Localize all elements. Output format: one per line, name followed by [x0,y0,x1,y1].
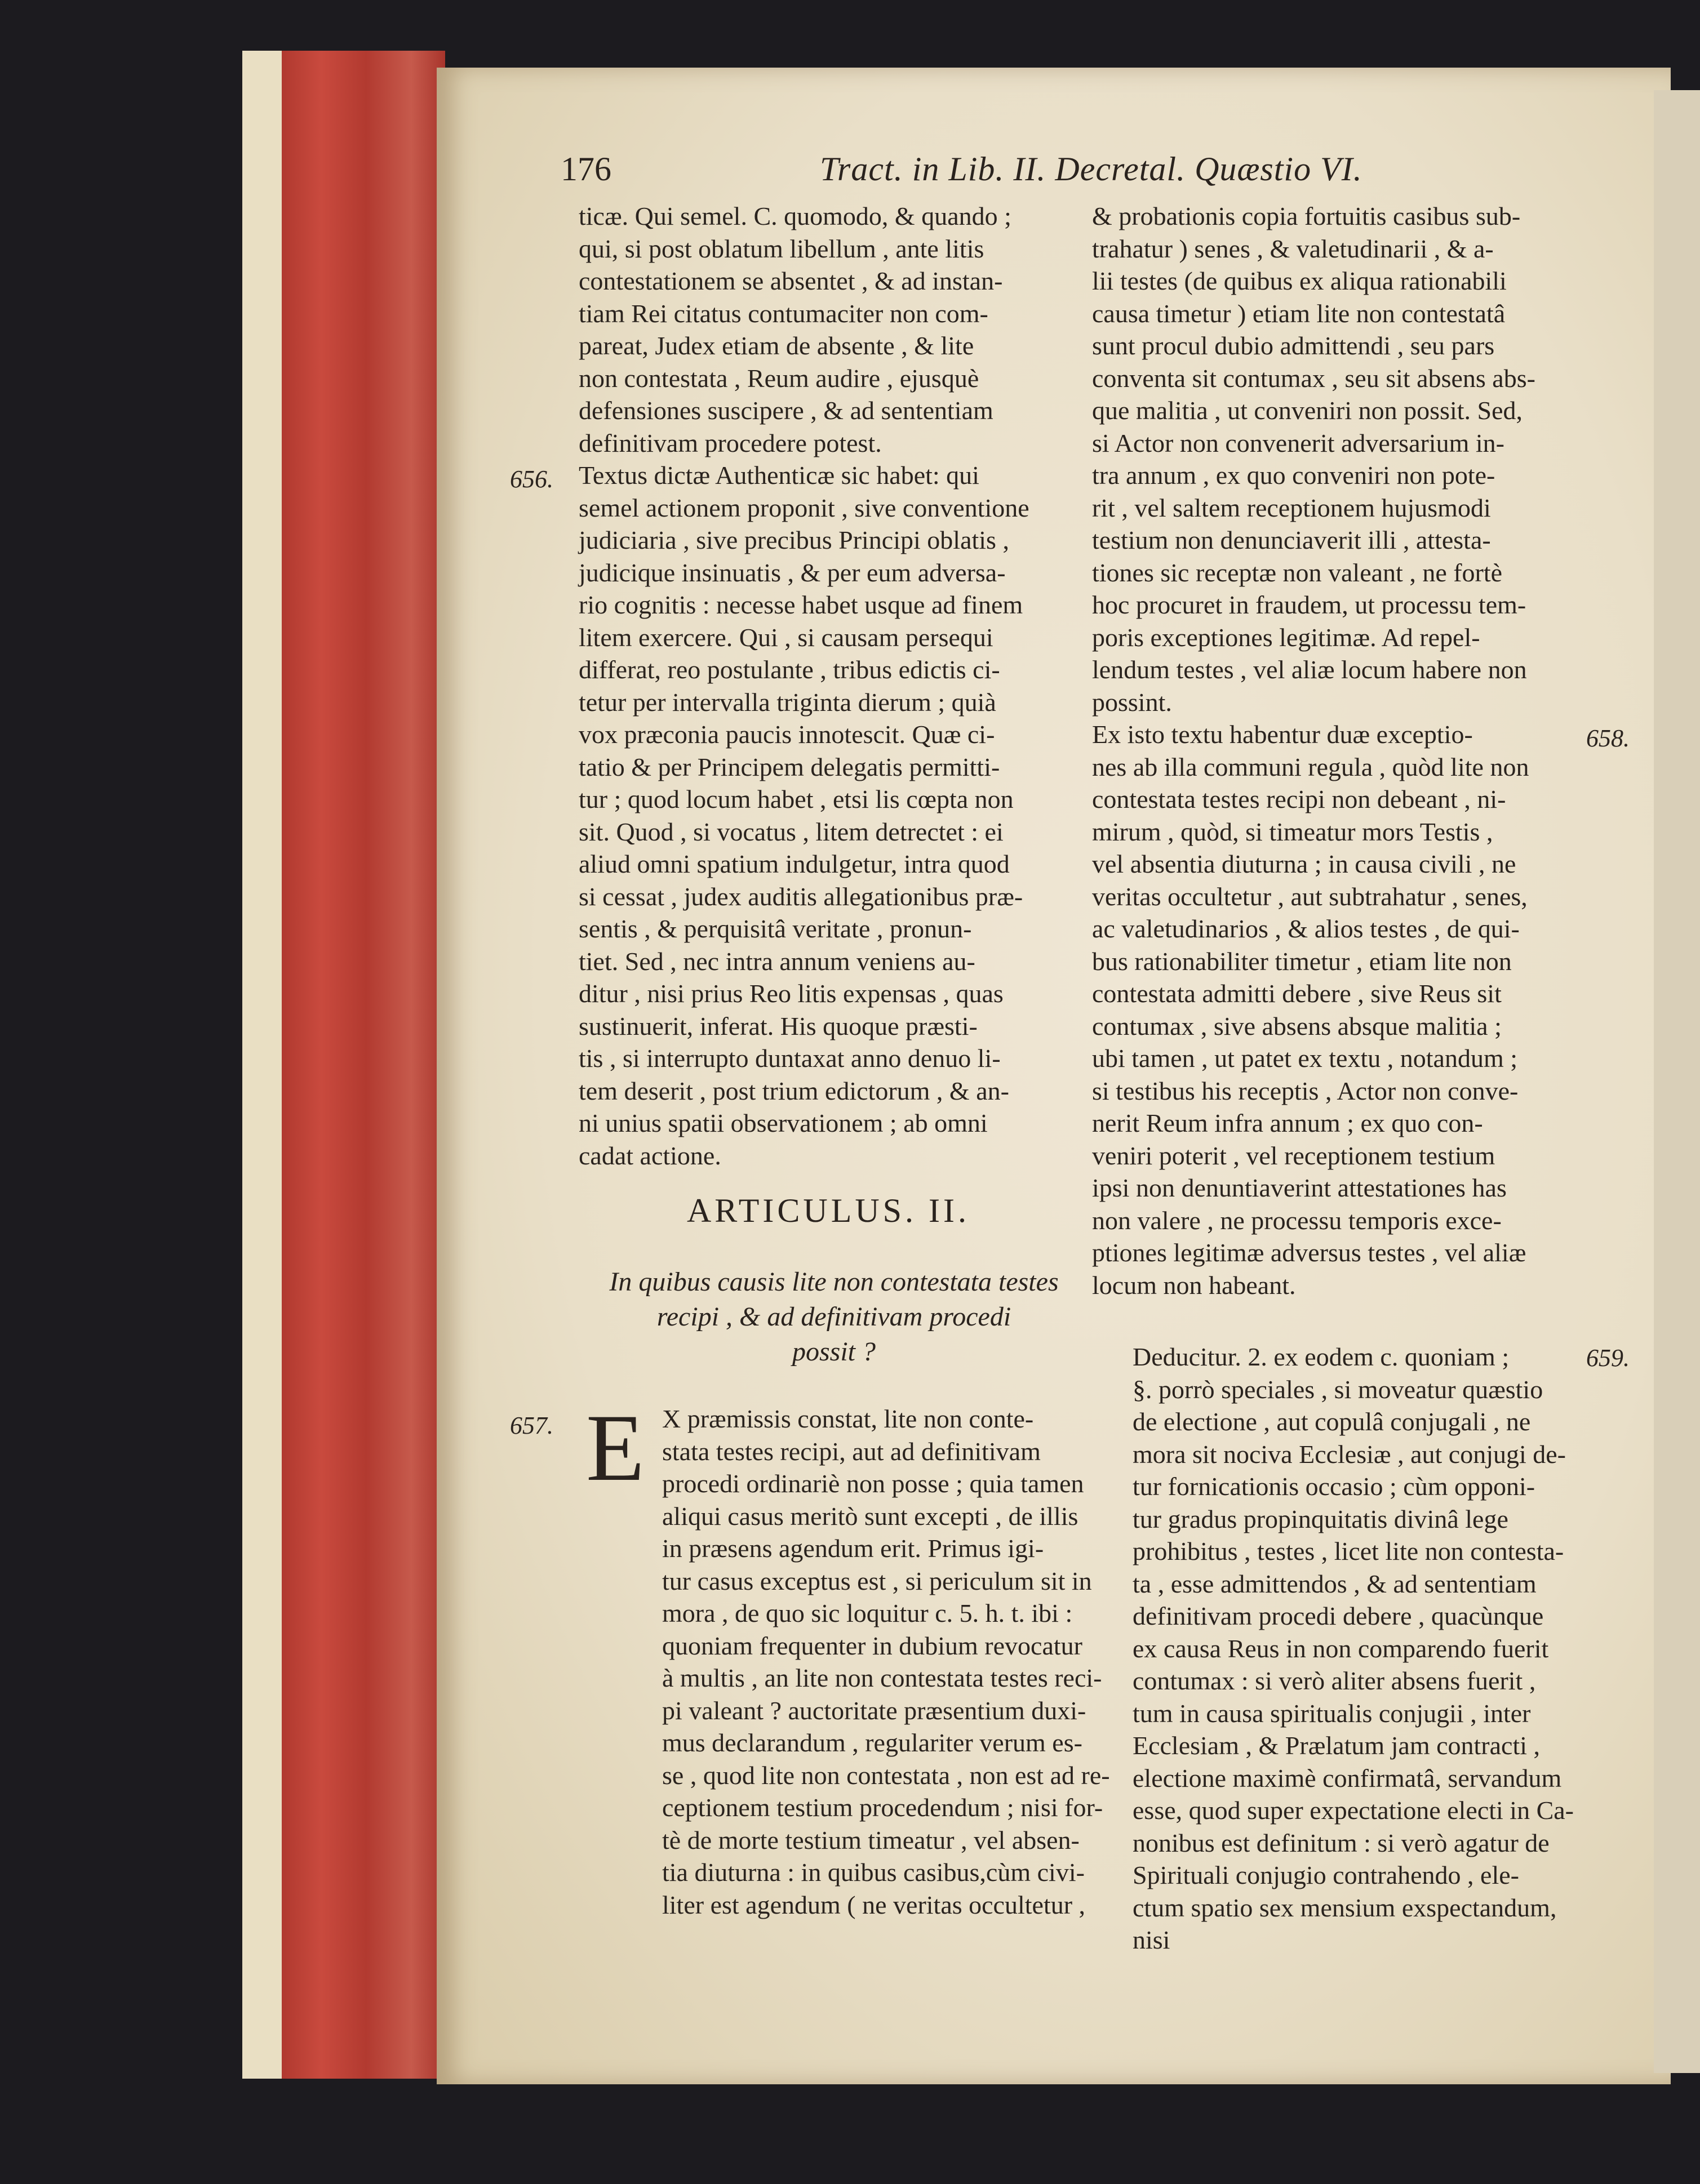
text-line: rio cognitis : necesse habet usque ad finem [579,590,1023,619]
text-line: tetur per intervalla triginta dierum ; quià [579,687,996,717]
text-line: nes ab illa communi regula , quòd lite non [1092,752,1529,781]
page-number: 176 [561,150,611,188]
text-line: trahatur ) senes , & valetudinarii , & a- [1092,234,1494,263]
left-column [579,200,1075,1172]
text-line: Textus dictæ Authenticæ sic habet: qui [579,461,979,490]
text-line: ptiones legitimæ adversus testes , vel aliæ [1092,1238,1526,1267]
text-line: cadat actione. [579,1141,721,1170]
text-line: tiet. Sed , nec intra annum veniens au- [579,946,975,976]
text-line: si testibus his receptis , Actor non conve- [1092,1076,1519,1105]
text-line: Deducitur. 2. ex eodem c. quoniam ; [1133,1342,1510,1371]
text-line: lendum testes , vel aliæ locum habere non [1092,655,1527,684]
text-line: causa timetur ) etiam lite non contestatâ [1092,299,1506,328]
text-line: possint. [1092,687,1172,717]
text-line: mus declarandum , regulariter verum es- [662,1728,1082,1757]
text-line: litem exercere. Qui , si causam persequi [579,622,993,652]
text-line: contestata testes recipi non debeant , ni- [1092,785,1506,813]
lower-left-text [662,1403,1110,1921]
text-line: nonibus est definitum : si verò agatur de [1133,1828,1550,1857]
text-line: sit. Quod , si vocatus , litem detrectet : ei [579,817,1004,846]
text-line: judiciaria , sive precibus Principi oblatis , [579,526,1009,554]
text-line: ctum spatio sex mensium exspectandum, [1133,1893,1557,1922]
text-line: ceptionem testium procedendum ; nisi for- [662,1793,1103,1822]
text-line: Spirituali conjugio contrahendo , ele- [1133,1861,1519,1889]
text-line: qui, si post oblatum libellum , ante litis [579,234,984,263]
text-line: quoniam frequenter in dubium revocatur [662,1631,1082,1660]
text-line: tatio & per Principem delegatis permitti- [579,752,1000,781]
text-line: ipsi non denuntiaverint attestationes has [1092,1173,1507,1202]
text-line: lii testes (de quibus ex aliqua rationabili [1092,266,1507,295]
text-line: si cessat , judex auditis allegationibus præ- [579,882,1023,911]
text-line: stata testes recipi, aut ad definitivam [662,1436,1041,1466]
text-line: à multis , an lite non contestata testes reci- [662,1663,1102,1692]
text-line: hoc procuret in fraudem, ut processu tem- [1092,590,1526,619]
text-line: ni unius spatii observationem ; ab omni [579,1109,988,1137]
text-line: sustinuerit, inferat. His quoque præsti- [579,1011,978,1040]
text-line: judicique insinuatis , & per eum adversa- [579,558,1006,587]
subtitle-line: recipi , & ad definitivam procedi [656,1302,1011,1332]
article-subtitle [592,1265,1076,1369]
text-line: de electione , aut copulâ conjugali , ne [1133,1407,1531,1436]
margin-number: 657. [510,1412,553,1439]
lower-right-text [1133,1341,1574,1956]
text-line: tur ; quod locum habet , etsi lis cœpta non [579,785,1014,813]
text-line: definitivam procedi debere , quacùnque [1133,1602,1544,1630]
text-line: tem deserit , post trium edictorum , & an- [579,1076,1009,1105]
text-line: si Actor non convenerit adversarium in- [1092,428,1504,457]
text-line: que malitia , ut conveniri non possit. Sed, [1092,396,1523,425]
subtitle-line: In quibus causis lite non contestata testes [609,1267,1059,1297]
text-line: definitivam procedere potest. [579,428,882,457]
text-line: contumax , sive absens absque malitia ; [1092,1011,1502,1040]
text-line: tur fornicationis occasio ; cùm opponi- [1133,1472,1535,1501]
text-line: & probationis copia fortuitis casibus sub- [1092,202,1521,230]
text-line: electione maximè confirmatâ, servandum [1133,1763,1562,1792]
text-line: tè de morte testium timeatur , vel absen- [662,1825,1080,1854]
text-line: vox præconia paucis innotescit. Quæ ci- [579,720,995,749]
text-line: non contestata , Reum audire , ejusquè [579,363,979,393]
text-line: aliqui casus meritò sunt excepti , de illis [662,1501,1078,1531]
text-line: tra annum , ex quo conveniri non pote- [1092,461,1495,490]
text-line: nisi [1133,1925,1170,1954]
page-edges [242,51,445,2079]
text-line: ditur , nisi prius Reo litis expensas , quas [579,979,1004,1008]
text-line: defensiones suscipere , & ad sententiam [579,396,993,425]
text-line: Ex isto textu habentur duæ exceptio- [1092,720,1473,749]
article-heading: ARTICULUS. II. [686,1192,970,1229]
text-line: tur gradus propinquitatis divinâ lege [1133,1504,1508,1533]
text-line: veritas occultetur , aut subtrahatur , senes, [1092,882,1528,911]
text-line: bus rationabiliter timetur , etiam lite non [1092,946,1512,976]
text-line: ticæ. Qui semel. C. quomodo, & quando ; [579,202,1011,230]
text-line: se , quod lite non contestata , non est ad re- [662,1760,1110,1790]
subtitle-line: possit ? [792,1337,876,1367]
text-line: ubi tamen , ut patet ex textu , notandum ; [1092,1044,1518,1073]
text-line: pareat, Judex etiam de absente , & lite [579,331,974,360]
text-line: semel actionem proponit , sive conventione [579,493,1029,522]
text-line: mirum , quòd, si timeatur mors Testis , [1092,817,1493,846]
text-line: contumax : si verò aliter absens fuerit , [1133,1666,1536,1695]
text-line: poris exceptiones legitimæ. Ad repel- [1092,622,1480,652]
text-line: rit , vel saltem receptionem hujusmodi [1092,493,1491,522]
text-line: tum in causa spiritualis conjugii , inter [1133,1698,1531,1728]
margin-number: 656. [510,465,553,493]
margin-number: 659. [1586,1344,1630,1372]
text-line: X præmissis constat, lite non conte- [662,1404,1034,1433]
text-line: nerit Reum infra annum ; ex quo con- [1092,1109,1483,1137]
text-line: differat, reo postulante , tribus edictis ci- [579,655,1000,684]
facing-page-edge [1654,90,1700,2073]
text-line: tiones sic receptæ non valeant , ne fortè [1092,558,1503,587]
text-line: mora , de quo sic loquitur c. 5. h. t. ibi : [662,1599,1073,1627]
text-line: ex causa Reus in non comparendo fuerit [1133,1634,1549,1663]
text-line: contestata admitti debere , sive Reus sit [1092,979,1502,1008]
text-line: non valere , ne processu temporis exce- [1092,1206,1502,1235]
text-line: ta , esse admittendos , & ad sententiam [1133,1569,1537,1598]
text-line: liter est agendum ( ne veritas occultetur , [662,1890,1086,1919]
margin-number: 658. [1586,724,1630,752]
text-line: in præsens agendum erit. Primus igi- [662,1534,1044,1563]
text-line: tur casus exceptus est , si periculum sit in [662,1566,1092,1595]
text-line: prohibitus , testes , licet lite non contesta- [1133,1537,1564,1565]
text-line: vel absentia diuturna ; in causa civili , ne [1092,849,1516,878]
text-line: conventa sit contumax , seu sit absens abs- [1092,363,1535,393]
text-line: esse, quod super expectatione electi in Ca- [1133,1796,1574,1825]
text-line: mora sit nociva Ecclesiæ , aut conjugi de- [1133,1439,1566,1469]
text-line: contestationem se absentet , & ad instan- [579,266,1003,295]
text-line: tia diuturna : in quibus casibus,cùm civi- [662,1858,1085,1887]
text-line: pi valeant ? auctoritate præsentium duxi- [662,1696,1086,1725]
text-line: Ecclesiam , & Prælatum jam contracti , [1133,1731,1541,1760]
text-line: §. porrò speciales , si moveatur quæstio [1133,1375,1543,1404]
text-line: locum non habeant. [1092,1270,1296,1300]
right-column [1092,200,1577,1301]
text-line: sentis , & perquisitâ veritate , pronun- [579,914,972,943]
text-line: testium non denunciaverit illi , attesta- [1092,526,1491,554]
text-line: tis , si interrupto duntaxat anno denuo li- [579,1044,1001,1073]
text-line: veniri poterit , vel receptionem testium [1092,1141,1495,1170]
text-line: procedi ordinariè non posse ; quia tamen [662,1469,1084,1498]
text-line: ac valetudinarios , & alios testes , de qui- [1092,914,1520,943]
page-header [561,144,1620,194]
text-line: tiam Rei citatus contumaciter non com- [579,299,988,328]
running-title: Tract. in Lib. II. Decretal. Quæstio VI. [820,150,1362,188]
drop-cap: E [586,1395,645,1501]
text-line: aliud omni spatium indulgetur, intra quod [579,849,1010,878]
text-line: sunt procul dubio admittendi , seu pars [1092,331,1495,360]
